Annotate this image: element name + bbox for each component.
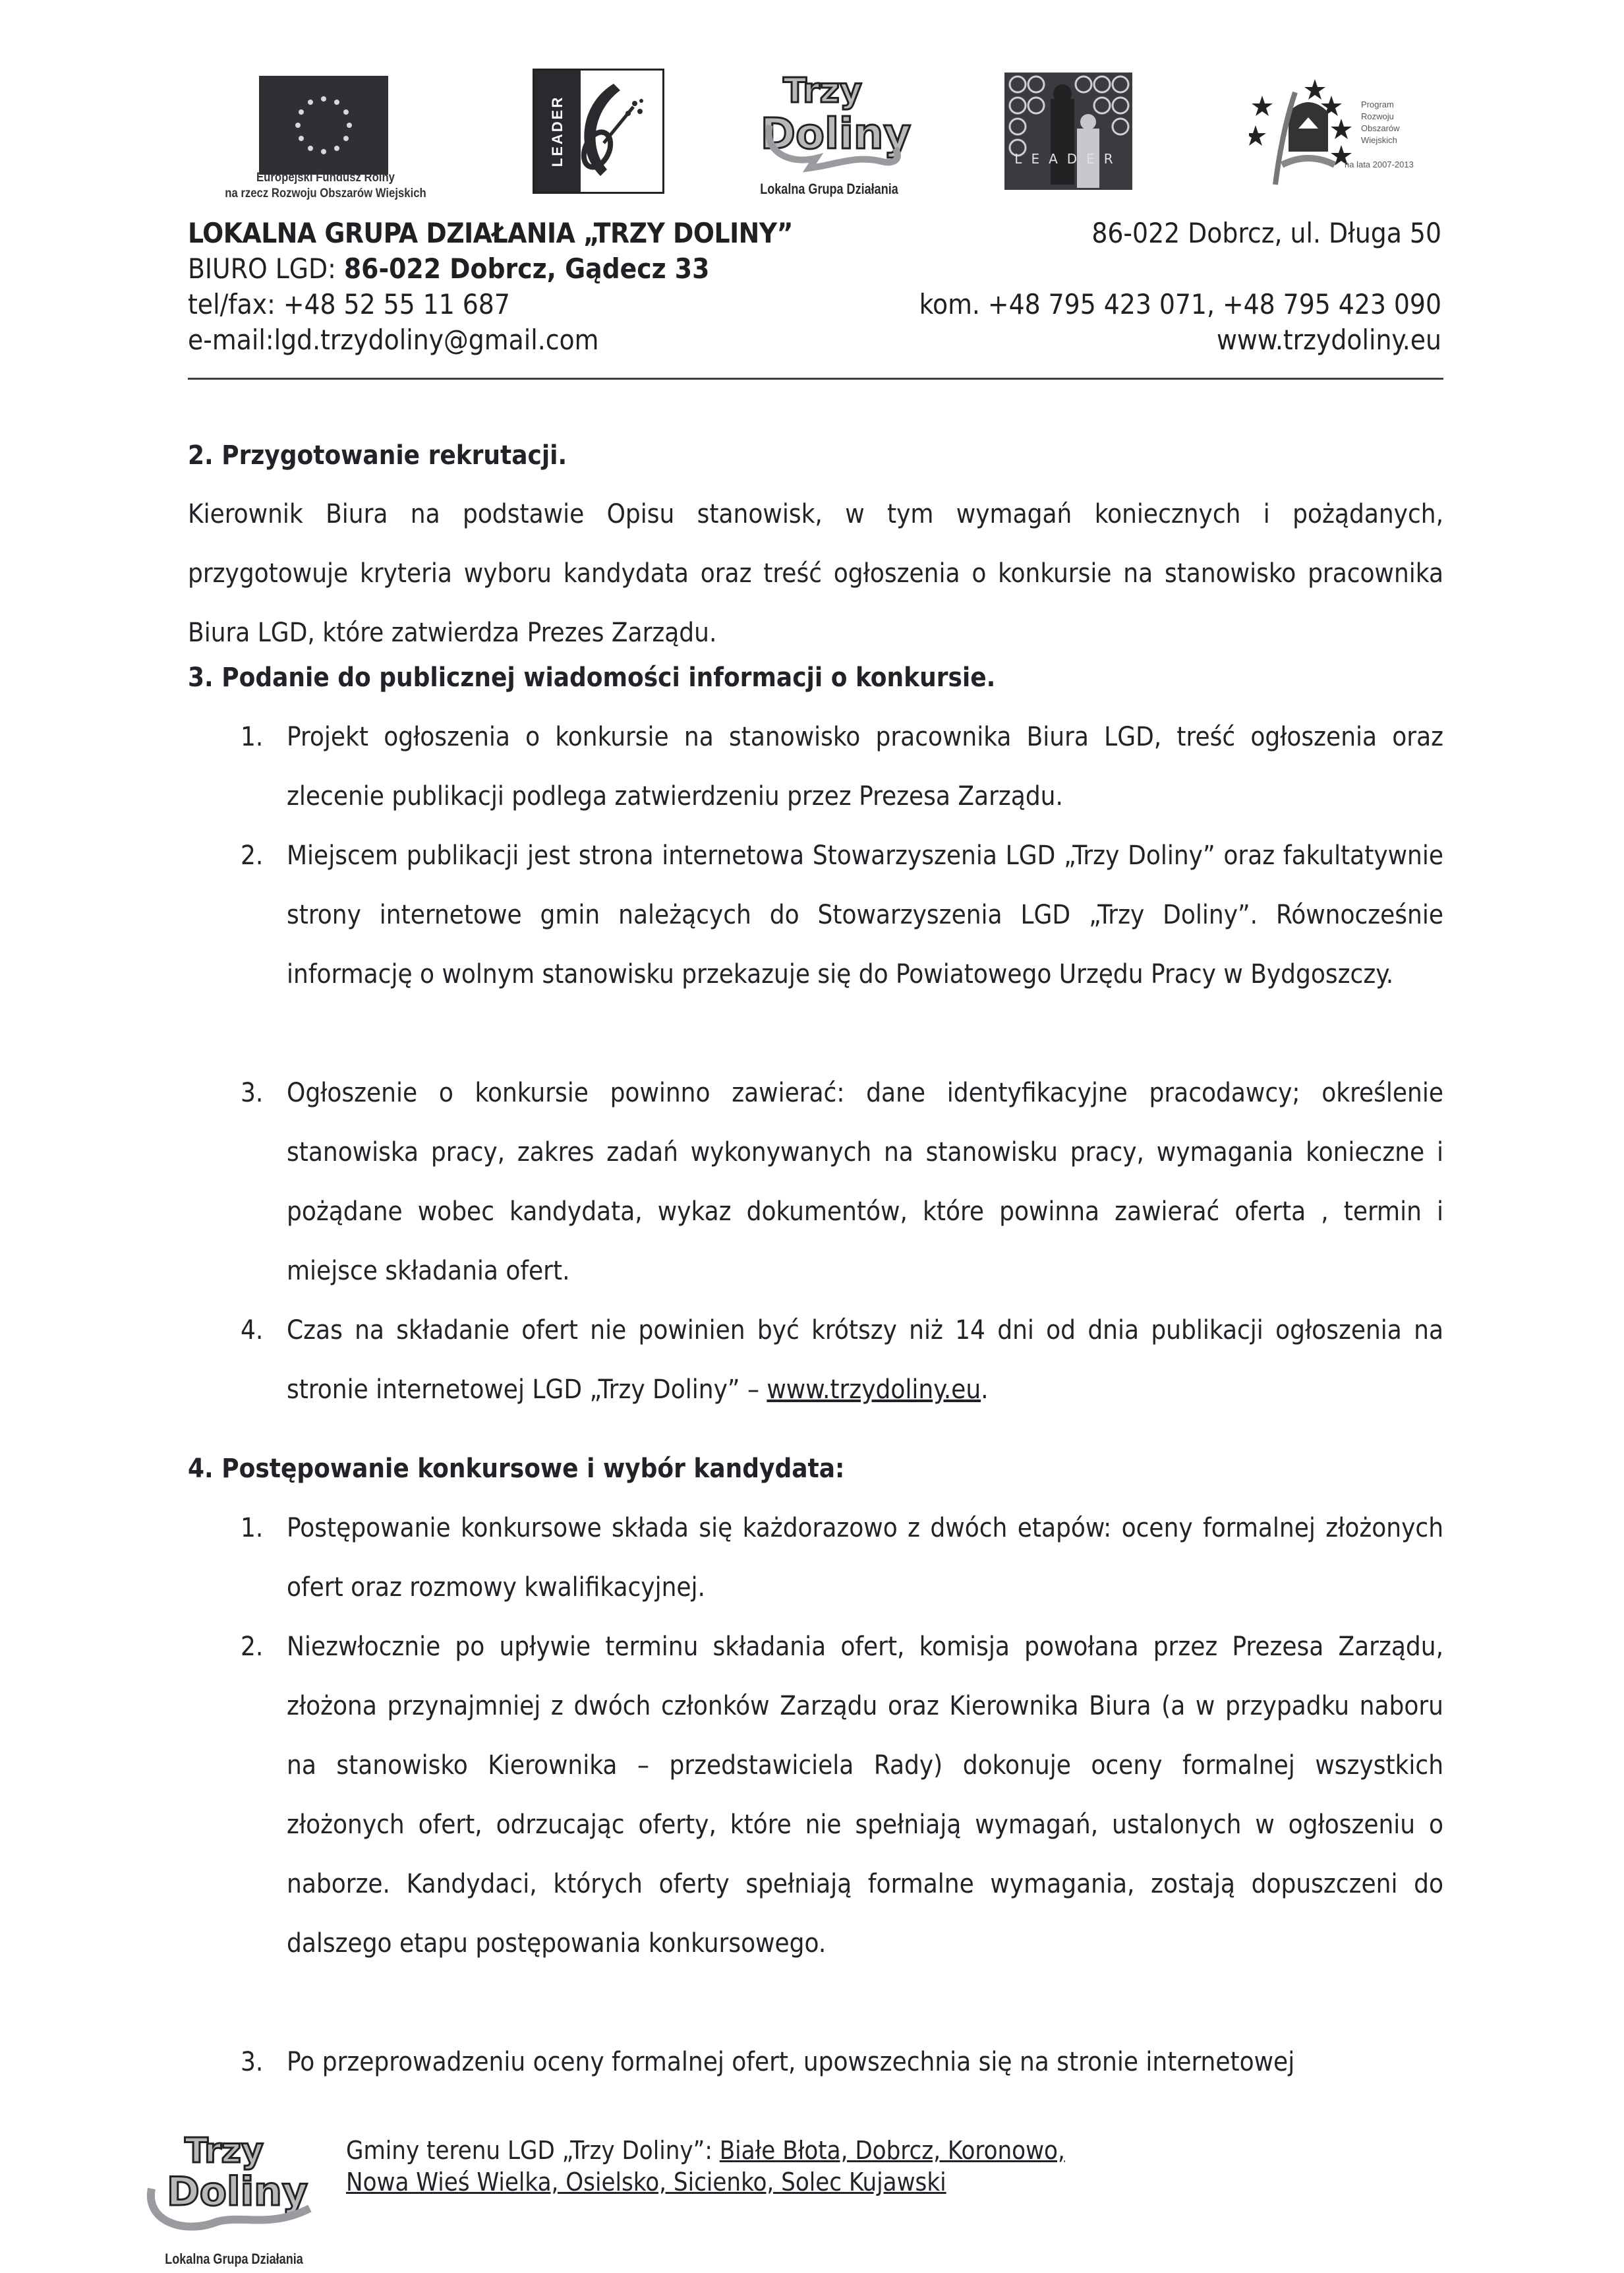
- eu-stars-icon: [259, 76, 388, 175]
- section-heading-4: 4. Postępowanie konkursowe i wybór kandydata:: [188, 1454, 845, 1484]
- header-divider: [188, 378, 1443, 380]
- svg-text:Doliny: Doliny: [167, 2169, 308, 2215]
- svg-text:Trzy: Trzy: [783, 71, 862, 111]
- prow-logo: [1249, 66, 1460, 198]
- list-item: 3. Po przeprowadzeniu oceny formalnej ofert, upowszechnia się na stronie internetowej: [241, 2047, 1295, 2077]
- list-item: 1. Projekt ogłoszenia o konkursie na stanowisko pracownika Biura LGD, treść ogłoszenia oraz zlecenie publikacji podlega zatwierdzeniu przez Prezesa Zarządu.: [241, 722, 1443, 812]
- eu-fund-caption: Europejski Fundusz Rolny na rzecz Rozwoju Obszarów Wiejskich: [225, 171, 426, 200]
- office-address: BIURO LGD: 86-022 Dobrcz, Gądecz 33: [188, 252, 710, 285]
- tel-fax: tel/fax: +48 52 55 11 687: [188, 288, 510, 320]
- svg-text:Trzy: Trzy: [185, 2131, 264, 2171]
- main-address: 86-022 Dobrcz, ul. Długa 50: [1091, 217, 1441, 249]
- list-item: 4. Czas na składanie ofert nie powinien być krótszy niż 14 dni od dnia publikacji ogłoszenia na stronie internetowej LGD „Trzy Doliny” – www.trzydoliny.eu.: [241, 1315, 1443, 1405]
- mobile-numbers: kom. +48 795 423 071, +48 795 423 090: [919, 288, 1441, 320]
- trzy-doliny-logo-footer: Trzy Doliny Lokalna Grupa Działania: [138, 2123, 330, 2268]
- list-item: 2. Miejscem publikacji jest strona internetowa Stowarzyszenia LGD „Trzy Doliny” oraz fakultatywnie strony internetowe gmin należących do Stowarzyszenia LGD „Trzy Doliny”. Równocześnie informację o wolnym stanowisku przekazuje się do Powiatowego Urzędu Pracy w Bydgoszczy.: [241, 841, 1443, 989]
- list-item: 3. Ogłoszenie o konkursie powinno zawierać: dane identyfikacyjne pracodawcy; określenie stanowiska pracy, zakres zadań wykonywanych na stanowisku pracy, wymagania konieczne i pożądane wobec kandydata, wykaz dokumentów, które powinna zawierać oferta , termin i miejsce składania ofert.: [241, 1078, 1443, 1286]
- email-address[interactable]: e-mail:lgd.trzydoliny@gmail.com: [188, 324, 599, 356]
- organization-name: LOKALNA GRUPA DZIAŁANIA „TRZY DOLINY”: [188, 217, 793, 249]
- section-2-paragraph: Kierownik Biura na podstawie Opisu stanowisk, w tym wymagań koniecznych i pożądanych, przygotowuje kryteria wyboru kandydata oraz treść ogłoszenia o konkursie na stanowisko pracownika Biura LGD, które zatwierdza Prezes Zarządu.: [188, 499, 1443, 648]
- list-item: 2. Niezwłocznie po upływie terminu składania ofert, komisja powołana przez Prezesa Zarządu, złożona przynajmniej z dwóch członków Zarządu oraz Kierownika Biura (a w przypadku naboru na stanowisko Kierownika – przedstawiciela Rady) dokonuje oceny formalnej wszystkich złożonych ofert, odrzucając oferty, które nie spełniają wymagań, ustalonych w ogłoszeniu o naborze. Kandydaci, których oferty spełniają formalne wymagania, zostają dopuszczeni do dalszego etapu postępowania konkursowego.: [241, 1632, 1443, 1959]
- trzy-doliny-logo-header: Trzy Doliny Lokalna Grupa Działania: [760, 71, 912, 197]
- section-heading-2: 2. Przygotowanie rekrutacji.: [188, 440, 567, 471]
- website-link[interactable]: www.trzydoliny.eu: [1216, 324, 1441, 356]
- leader-logo-right: [1004, 73, 1132, 190]
- leader-plant-icon: [567, 77, 660, 186]
- footer-municipalities: Gminy terenu LGD „Trzy Doliny”: Białe Błota, Dobrcz, Koronowo, Nowa Wieś Wielka, Osielsko, Sicienko, Solec Kujawski: [346, 2136, 1065, 2197]
- prow-title: Program Rozwoju Obszarów Wiejskich: [1361, 100, 1400, 145]
- svg-text:Doliny: Doliny: [760, 110, 912, 159]
- leader-logo-left: LEADER: [533, 69, 664, 194]
- leader-people-icon: [1004, 73, 1132, 190]
- list-item: 1. Postępowanie konkursowe składa się każdorazowo z dwóch etapów: oceny formalnej złożonych ofert oraz rozmowy kwalifikacyjnej.: [241, 1513, 1443, 1603]
- svg-text:LEADER: LEADER: [1014, 151, 1122, 167]
- prow-years: na lata 2007-2013: [1345, 160, 1414, 169]
- section-heading-3: 3. Podanie do publicznej wiadomości informacji o konkursie.: [188, 663, 996, 693]
- website-link[interactable]: www.trzydoliny.eu: [767, 1374, 981, 1405]
- eu-flag-logo: [259, 76, 388, 175]
